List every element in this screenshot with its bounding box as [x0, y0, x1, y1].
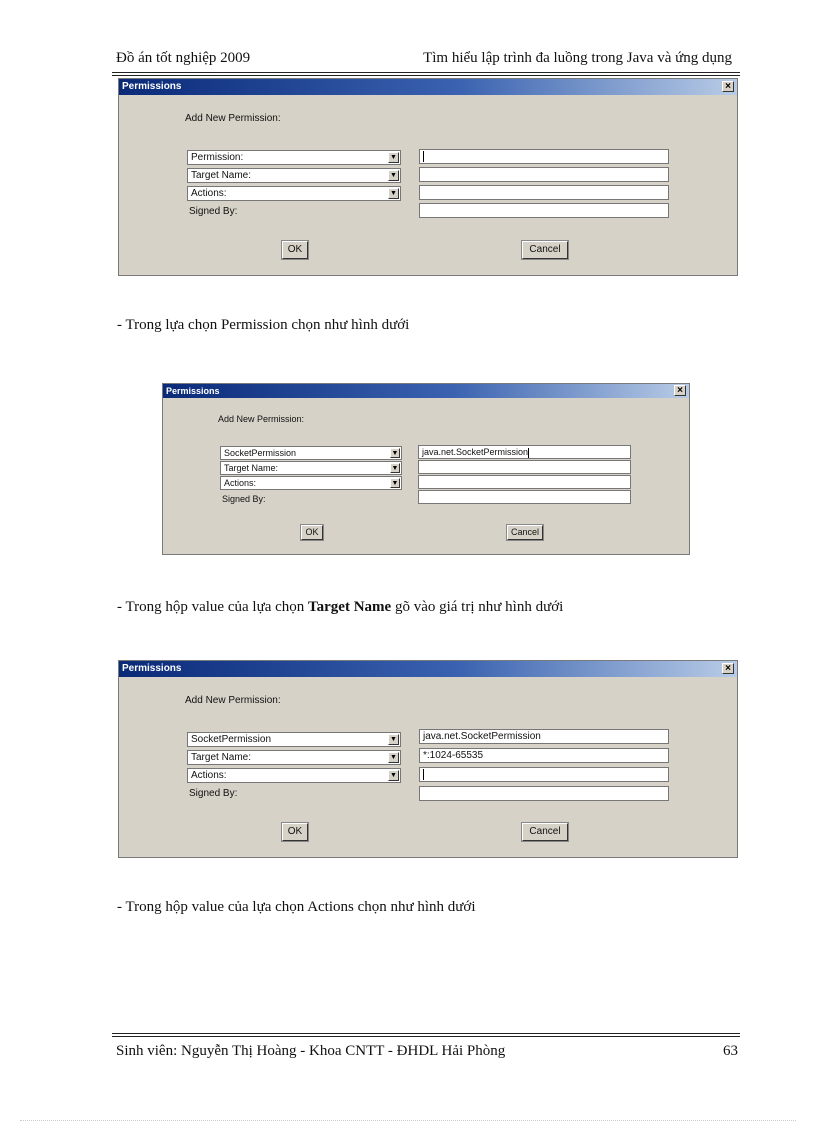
permission-combo-value: Permission:	[191, 152, 244, 163]
header-right-text: Tìm hiểu lập trình đa luồng trong Java và ứng dụng	[423, 50, 732, 66]
actions-combo[interactable]	[220, 476, 402, 490]
dialog-titlebar	[163, 384, 689, 398]
add-new-permission-label: Add New Permission:	[185, 695, 281, 706]
ok-button[interactable]: OK	[282, 241, 308, 259]
close-icon[interactable]: ×	[722, 81, 734, 92]
permission-combo[interactable]	[187, 732, 401, 747]
chevron-down-icon[interactable]: ▼	[391, 450, 399, 457]
permission-value-field[interactable]	[418, 445, 631, 459]
paragraph-3: - Trong hộp value của lựa chọn Actions chọn như hình dưới	[117, 899, 476, 915]
permissions-dialog-3	[118, 660, 738, 858]
chevron-down-icon[interactable]: ▼	[388, 770, 399, 781]
actions-value-field[interactable]	[418, 475, 631, 489]
paragraph-2-post: gõ vào giá trị như hình dưới	[391, 599, 564, 615]
dialog-title: Permissions	[166, 386, 220, 396]
text-caret	[423, 769, 424, 780]
permissions-dialog-1	[118, 78, 738, 276]
dialog-titlebar	[119, 661, 737, 677]
chevron-down-icon[interactable]: ▼	[388, 752, 399, 763]
cancel-button[interactable]: Cancel	[507, 525, 543, 540]
actions-combo-value: Actions:	[224, 478, 257, 488]
dialog-titlebar	[119, 79, 737, 95]
chevron-down-icon[interactable]: ▼	[391, 465, 399, 472]
permission-combo[interactable]	[187, 150, 401, 165]
dialog-title: Permissions	[122, 81, 182, 92]
page-header	[112, 50, 736, 72]
permission-combo[interactable]	[220, 446, 402, 460]
footer-rule-2	[112, 1036, 740, 1037]
signed-by-field[interactable]	[418, 490, 631, 504]
paragraph-2	[117, 599, 563, 616]
target-name-combo-value: Target Name:	[191, 170, 252, 181]
page-number: 63	[723, 1043, 738, 1059]
close-icon[interactable]: ×	[722, 663, 734, 674]
chevron-down-icon[interactable]: ▼	[388, 152, 399, 163]
footer-rule	[112, 1033, 740, 1034]
chevron-down-icon[interactable]: ▼	[388, 188, 399, 199]
signed-by-label: Signed By:	[222, 494, 266, 504]
paragraph-2-pre: - Trong hộp value của lựa chọn	[117, 599, 309, 615]
header-rule	[112, 72, 740, 73]
target-name-combo[interactable]	[187, 750, 401, 765]
text-caret	[528, 448, 529, 458]
text-caret	[423, 151, 424, 162]
header-rule-2	[112, 75, 740, 76]
permission-value: java.net.SocketPermission	[423, 731, 541, 742]
actions-value-field[interactable]	[419, 185, 669, 200]
paragraph-2-bold: Target Name	[308, 599, 392, 615]
target-name-combo-value: Target Name:	[224, 463, 279, 473]
chevron-down-icon[interactable]: ▼	[391, 480, 399, 487]
chevron-down-icon[interactable]: ▼	[388, 170, 399, 181]
actions-combo[interactable]	[187, 186, 401, 201]
target-name-value-field[interactable]	[419, 748, 669, 763]
signed-by-field[interactable]	[419, 203, 669, 218]
signed-by-label: Signed By:	[189, 788, 238, 799]
permission-combo-value: SocketPermission	[224, 448, 297, 458]
actions-value-field[interactable]	[419, 767, 669, 782]
permission-value-field[interactable]	[419, 149, 669, 164]
target-name-combo-value: Target Name:	[191, 752, 252, 763]
add-new-permission-label: Add New Permission:	[218, 414, 305, 424]
permission-combo-value: SocketPermission	[191, 734, 272, 745]
target-name-value: *:1024-65535	[423, 750, 484, 761]
target-name-value-field[interactable]	[418, 460, 631, 474]
ok-button[interactable]: OK	[301, 525, 323, 540]
target-name-combo[interactable]	[220, 461, 402, 475]
header-left-text: Đồ án tốt nghiệp 2009	[116, 50, 251, 66]
dialog-title: Permissions	[122, 663, 182, 674]
signed-by-field[interactable]	[419, 786, 669, 801]
permission-value-field[interactable]	[419, 729, 669, 744]
permissions-dialog-2	[162, 383, 690, 555]
permission-value: java.net.SocketPermission	[422, 447, 529, 457]
target-name-combo[interactable]	[187, 168, 401, 183]
target-name-value-field[interactable]	[419, 167, 669, 182]
signed-by-label: Signed By:	[189, 206, 238, 217]
actions-combo[interactable]	[187, 768, 401, 783]
footer-author: Sinh viên: Nguyễn Thị Hoàng - Khoa CNTT - ĐHDL Hải Phòng	[116, 1043, 506, 1059]
ok-button[interactable]: OK	[282, 823, 308, 841]
paragraph-1: - Trong lựa chọn Permission chọn như hình dưới	[117, 317, 410, 333]
actions-combo-value: Actions:	[191, 770, 227, 781]
cancel-button[interactable]: Cancel	[522, 823, 568, 841]
close-icon[interactable]: ×	[674, 385, 686, 396]
actions-combo-value: Actions:	[191, 188, 227, 199]
bottom-dotted-line	[20, 1120, 796, 1121]
chevron-down-icon[interactable]: ▼	[388, 734, 399, 745]
add-new-permission-label: Add New Permission:	[185, 113, 281, 124]
cancel-button[interactable]: Cancel	[522, 241, 568, 259]
